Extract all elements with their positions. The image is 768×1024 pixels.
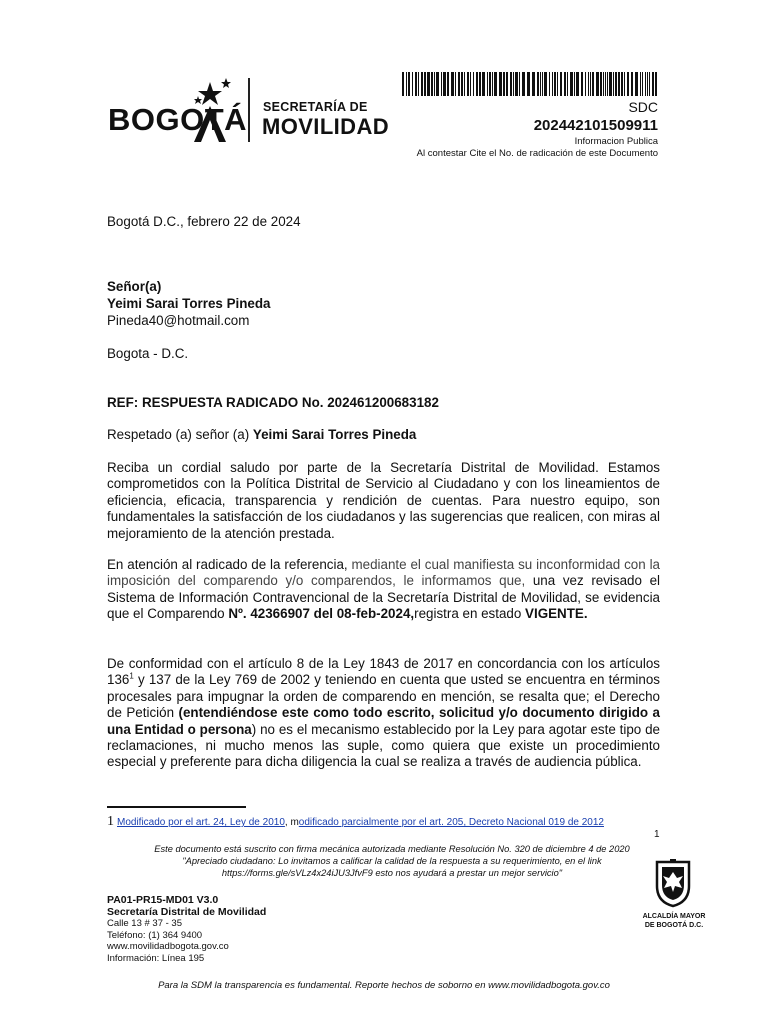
- legal-line-3: https://forms.gle/sVLz4x24iJU3JfvF9 esto nos ayudará a prestar un mejor servicio": [221, 868, 563, 878]
- footnote: [107, 814, 604, 830]
- sdc-label: SDC: [628, 99, 658, 115]
- greeting-prefix: Respetado (a) señor (a): [107, 427, 253, 442]
- recipient-email: Pineda40@hotmail.com: [107, 313, 250, 328]
- footnote-link-1[interactable]: Modificado por el art. 24, Ley de 2010: [117, 817, 285, 828]
- place-date: Bogotá D.C., febrero 22 de 2024: [107, 214, 301, 229]
- page-number: 1: [654, 829, 660, 840]
- status-vigente: VIGENTE.: [525, 606, 588, 622]
- logo-secretaria-text: SECRETARÍA DE: [263, 100, 368, 114]
- legal-line-2: "Apreciado ciudadano: Lo invitamos a calificar la calidad de la respuesta a su requerimiento, en el link: [182, 856, 602, 866]
- recipient-city: Bogota - D.C.: [107, 346, 189, 361]
- footnote-separator: , m: [284, 817, 299, 828]
- barcode-image: [402, 72, 658, 96]
- legal-line-1: Este documento está suscrito con firma mecánica autorizada mediante Resolución No. 320 de diciembre 4 de 2020: [154, 844, 630, 854]
- logo-movilidad-text: MOVILIDAD: [262, 114, 390, 139]
- footnote-rule: [107, 806, 246, 808]
- footnote-number: 1: [107, 814, 114, 829]
- p3-part-a: De conformidad con el artículo 8 de la Ley 1843 de 2017 en concordancia con los artículos 136: [107, 656, 660, 688]
- logo-divider: [248, 78, 250, 142]
- greeting-name: Yeimi Sarai Torres Pineda: [252, 427, 417, 442]
- document-code: PA01-PR15-MD01 V3.0: [107, 894, 219, 906]
- p2-part-d: registra en estado: [414, 606, 526, 622]
- footnote-link-2[interactable]: odificado parcialmente por el art. 205, Decreto Nacional 019 de 2012: [298, 817, 604, 828]
- paragraph-3: [107, 656, 660, 771]
- paragraph-2: [107, 557, 660, 623]
- star-logo-icon: [188, 74, 238, 144]
- p3-bold-definition: (entendiéndose este como todo escrito, solicitud y/o documento dirigido a una Entidad o persona: [107, 705, 660, 737]
- transparency-notice: Para la SDM la transparencia es fundamental. Reporte hechos de soborno en www.movilidadbogota.gov.co: [158, 980, 610, 991]
- recipient-name: Yeimi Sarai Torres Pineda: [107, 296, 271, 311]
- alcaldia-label: [636, 912, 712, 930]
- alcaldia-shield-icon: [653, 858, 693, 908]
- footer-web: www.movilidadbogota.gov.co: [107, 941, 229, 953]
- footer-info: Información: Línea 195: [107, 952, 205, 964]
- info-publica-label: Informacion Publica: [574, 136, 658, 147]
- legal-note: [107, 843, 677, 879]
- bogota-logo-text: BOGOTÁ: [108, 102, 248, 137]
- p2-part-b: mediante el cual manifiesta su inconformidad con la imposición del comparendo y/o comparendos, le informamos que,: [107, 557, 660, 589]
- footer-org: Secretaría Distrital de Movilidad: [107, 905, 267, 918]
- footer-address: Calle 13 # 37 - 35: [107, 918, 182, 930]
- footer-contact: [107, 895, 266, 965]
- radicado-number: 202442101509911: [533, 117, 658, 134]
- cite-instruction: Al contestar Cite el No. de radicación de este Documento: [416, 148, 658, 159]
- alcaldia-line-2: DE BOGOTÁ D.C.: [644, 922, 704, 929]
- p2-part-c: una vez revisado el Sistema de Información Contravencional de la Secretaría Distrital de Movilidad, se evidencia que el Comparendo: [107, 573, 660, 622]
- p2-part-a: En atención al radicado de la referencia,: [107, 557, 352, 572]
- footer-phone: Teléfono: (1) 364 9400: [107, 929, 203, 941]
- comparendo-number: Nº. 42366907 del 08-feb-2024,: [228, 606, 415, 622]
- salutation-title: Señor(a): [107, 279, 162, 294]
- p3-part-c: ) no es el mecanismo establecido por la Ley para agotar este tipo de reclamaciones, ni mucho menos las suple, como quiera que existe un procedimiento especial y preferente para dicha diligencia la cual se realiza a través de audiencia pública.: [107, 721, 661, 770]
- reference-line: REF: RESPUESTA RADICADO No. 202461200683182: [107, 395, 439, 410]
- footnote-ref: 1: [129, 671, 134, 681]
- greeting: [107, 427, 660, 443]
- alcaldia-line-1: ALCALDÍA MAYOR: [642, 913, 706, 920]
- paragraph-1: Reciba un cordial saludo por parte de la Secretaría Distrital de Movilidad. Estamos comprometidos con la Política Distrital de Servicio al Ciudadano y con los lineamientos de eficiencia, eficacia, transparencia y rendición de cuentas. Para nuestro equipo, son fundamentales la satisfacción de los ciudadanos y las sugerencias que realicen, con miras al mejoramiento de la atención prestada.: [107, 460, 660, 541]
- p3-part-b: y 137 de la Ley 769 de 2002 y teniendo en cuenta que usted se encuentra en términos procesales para impugnar la orden de comparendo en mención, se resalta que; el Derecho de Petición: [107, 672, 660, 721]
